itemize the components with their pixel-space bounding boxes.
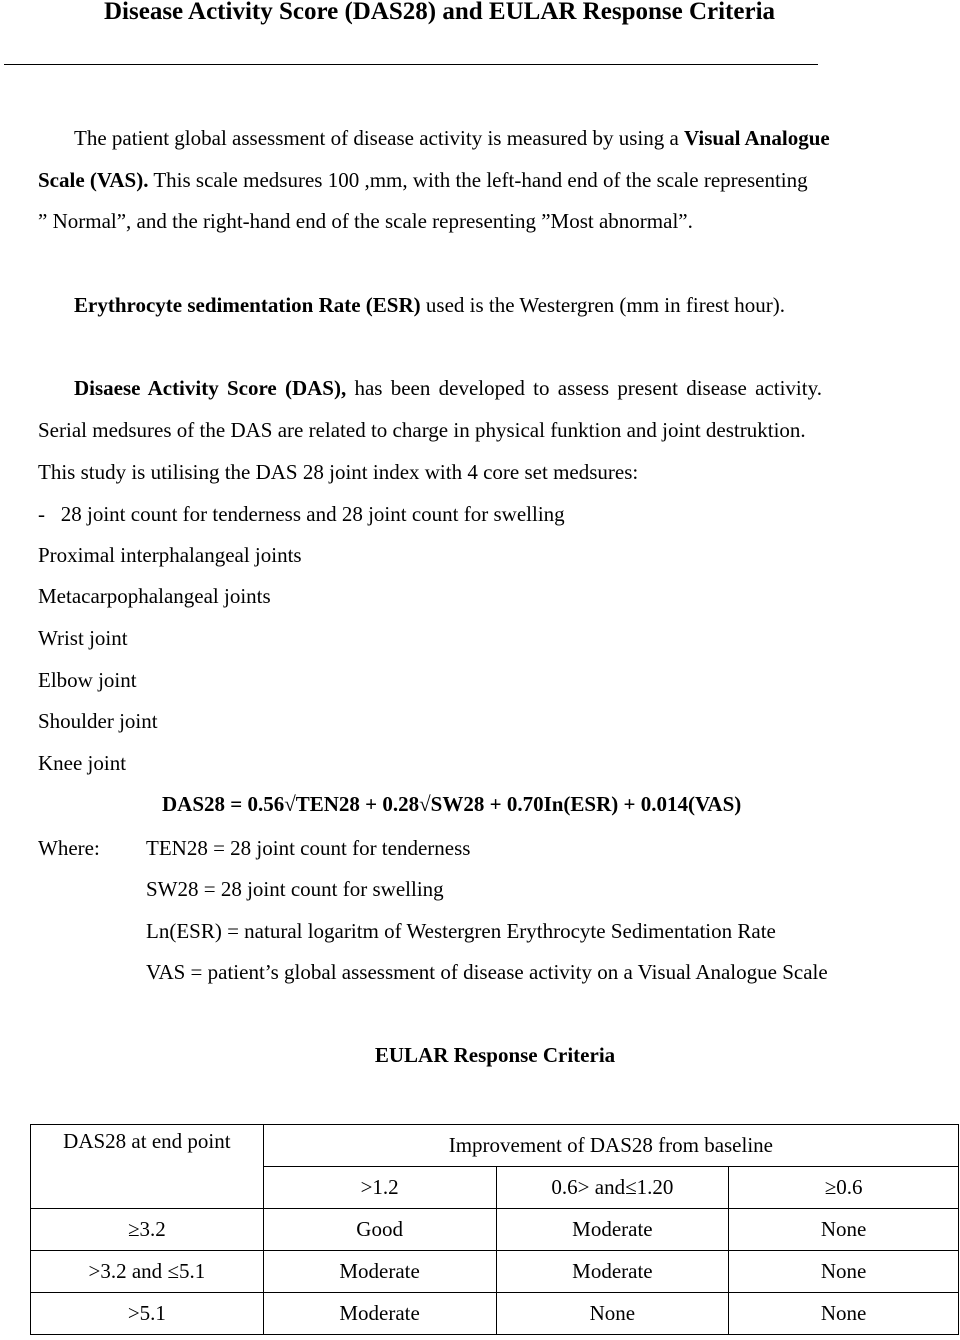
- joint-list-item: Shoulder joint: [38, 709, 158, 733]
- joint-list-item: Elbow joint: [38, 668, 137, 692]
- table-cell: None: [496, 1293, 729, 1335]
- table-cell: None: [729, 1293, 959, 1335]
- table-row: [31, 1293, 959, 1335]
- esr-paragraph: Erythrocyte sedimentation Rate (ESR) used is the Westergren (mm in firest hour).: [74, 293, 786, 317]
- das-paragraph-line-3: This study is utilising the DAS 28 joint index with 4 core set medsures:: [38, 460, 639, 484]
- definition-vas: VAS = patient’s global assessment of disease activity on a Visual Analogue Scale: [146, 960, 828, 984]
- table-cell: None: [729, 1251, 959, 1293]
- improvement-header: Improvement of DAS28 from baseline: [263, 1125, 958, 1167]
- eular-response-table: [30, 1124, 959, 1335]
- table-cell: >3.2 and ≤5.1: [31, 1251, 264, 1293]
- title-underline: [4, 64, 818, 65]
- das-paragraph-line-2: Serial medsures of the DAS are related to charge in physical funktion and joint destruktion.: [38, 418, 806, 442]
- das28-formula: DAS28 = 0.56√TEN28 + 0.28√SW28 + 0.70In(ESR) + 0.014(VAS): [162, 792, 742, 816]
- definition-ln-esr: Ln(ESR) = natural logaritm of Westergren Erythrocyte Sedimentation Rate: [146, 919, 776, 943]
- joint-list-item: Wrist joint: [38, 626, 128, 650]
- table-cell: Moderate: [263, 1251, 496, 1293]
- vas-paragraph-line-3: ” Normal”, and the right-hand end of the scale representing ”Most abnormal”.: [38, 209, 693, 233]
- table-cell: ≥3.2: [31, 1209, 264, 1251]
- das-paragraph-line-1: Disaese Activity Score (DAS), has been developed to assess present disease activity.: [74, 376, 822, 400]
- table-cell: Moderate: [496, 1209, 729, 1251]
- eular-heading: EULAR Response Criteria: [374, 1043, 616, 1067]
- page-title: Disease Activity Score (DAS28) and EULAR Response Criteria: [104, 0, 776, 25]
- subheader-cell: ≥0.6: [729, 1167, 959, 1209]
- table-row: [31, 1209, 959, 1251]
- table-cell: Moderate: [263, 1293, 496, 1335]
- table-cell: Good: [263, 1209, 496, 1251]
- table-row: [31, 1251, 959, 1293]
- joint-list-item: Knee joint: [38, 751, 127, 775]
- subheader-cell: >1.2: [263, 1167, 496, 1209]
- definition-sw28: SW28 = 28 joint count for swelling: [146, 877, 444, 901]
- core-set-bullet: - 28 joint count for tenderness and 28 joint count for swelling: [38, 502, 565, 526]
- definition-ten28: TEN28 = 28 joint count for tenderness: [146, 836, 471, 860]
- table-cell: None: [729, 1209, 959, 1251]
- table-header-row: [31, 1125, 959, 1167]
- vas-paragraph-line-1: The patient global assessment of disease activity is measured by using a Visual Analogue: [74, 126, 830, 150]
- joint-list-item: Metacarpophalangeal joints: [38, 584, 271, 608]
- subheader-cell: 0.6> and≤1.20: [496, 1167, 729, 1209]
- joint-list-item: Proximal interphalangeal joints: [38, 543, 302, 567]
- das28-end-point-header: DAS28 at end point: [31, 1125, 264, 1209]
- table-cell: Moderate: [496, 1251, 729, 1293]
- where-label: Where:: [38, 836, 100, 860]
- vas-paragraph-line-2: Scale (VAS). This scale medsures 100 ,mm, with the left-hand end of the scale representing: [38, 168, 808, 192]
- table-cell: >5.1: [31, 1293, 264, 1335]
